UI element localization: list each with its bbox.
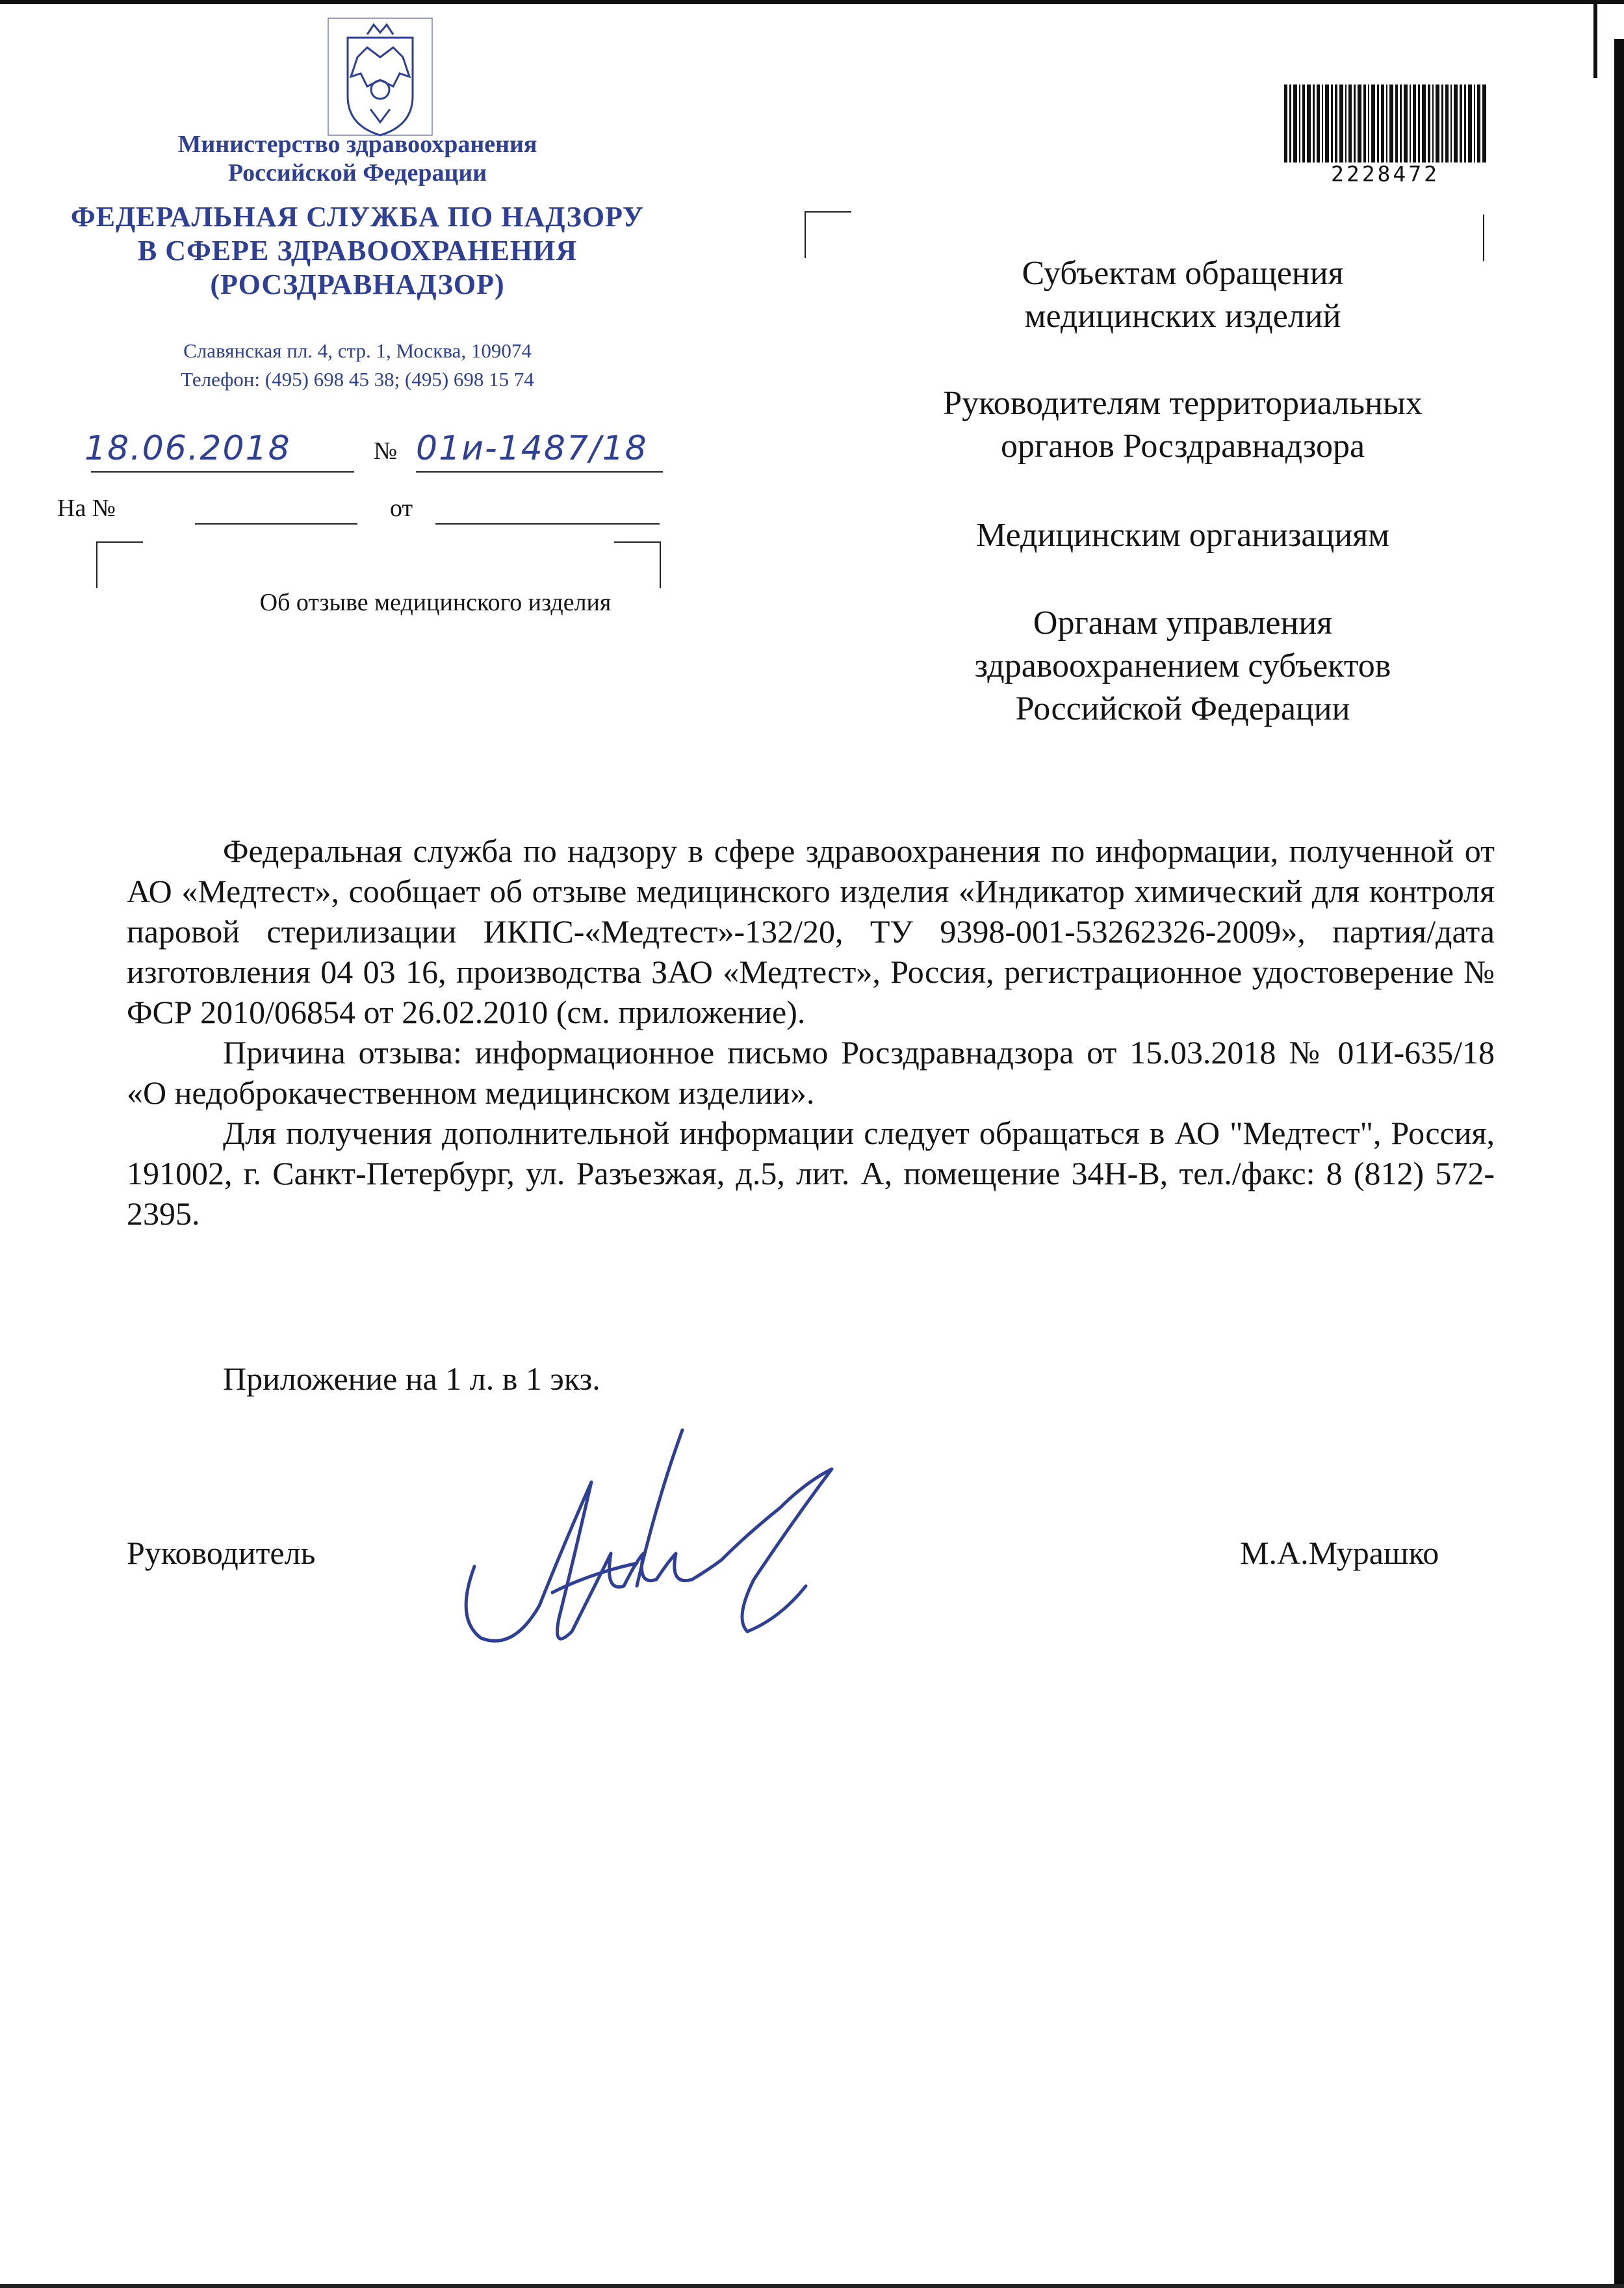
letter-body (127, 831, 1495, 1234)
recipient-4-line3: Российской Федерации (1015, 690, 1350, 727)
recipient-4-line2: здравоохранением субъектов (974, 647, 1391, 684)
reference-label: На № (57, 495, 116, 522)
outgoing-number-handwritten: 01и-1487/18 (416, 429, 648, 468)
recipient-1-line1: Субъектам обращения (1022, 255, 1344, 292)
subject-bracket-right (614, 541, 661, 588)
signatory-title: Руководитель (127, 1535, 316, 1571)
recipient-4-line1: Органам управления (1033, 604, 1333, 642)
service-name-line1: ФЕДЕРАЛЬНАЯ СЛУЖБА ПО НАДЗОРУ (70, 201, 645, 233)
scan-border-right-inner (1593, 0, 1597, 78)
reference-number-line (195, 523, 357, 525)
service-name-line3: (РОСЗДРАВНАДЗОР) (210, 268, 505, 300)
handwritten-signature (442, 1424, 858, 1703)
scan-border-right (1614, 39, 1624, 2288)
subject-bracket-left (96, 541, 143, 588)
number-underline (416, 471, 663, 473)
outgoing-date-handwritten: 18.06.2018 (84, 429, 291, 468)
scan-border-top (0, 0, 1624, 4)
date-underline (91, 471, 354, 473)
subject-line: Об отзыве медицинского изделия (259, 589, 612, 616)
recipient-2-line2: органов Росздравнадзора (1000, 428, 1365, 465)
ministry-name-line2: Российской Федерации (227, 159, 487, 187)
attachment-note: Приложение на 1 л. в 1 экз. (223, 1360, 600, 1397)
recipient-2-line1: Руководителям территориальных (943, 385, 1423, 422)
barcode (1283, 84, 1488, 162)
body-paragraph-1: Федеральная служба по надзору в сфере здравоохранения по информации, полученной от АО «Медтест», сообщает об отзыве медицинского изделия «Индикатор химический для контроля паровой стерилизации ИКПС-«Медтест»-132/20, ТУ 9398-001-53262326-2009», партия/дата изготовления 04 03 16, производства ЗАО «Медтест», Россия, регистрационное удостоверение № ФСР 2010/06854 от 26.02.2010 (см. приложение). (127, 833, 1495, 1030)
ministry-name-line1: Министерство здравоохранения (177, 131, 537, 158)
number-sign: № (374, 437, 398, 465)
body-paragraph-2: Причина отзыва: информационное письмо Росздравнадзора от 15.03.2018 № 01И-635/18 «О недоброкачественном медицинском изделии». (127, 1034, 1495, 1111)
service-name-line2: В СФЕРЕ ЗДРАВООХРАНЕНИЯ (137, 235, 578, 266)
reference-date-line (435, 523, 660, 525)
recipient-1-line2: медицинских изделий (1024, 298, 1341, 335)
phone-line: Телефон: (495) 698 45 38; (495) 698 15 74 (181, 368, 534, 391)
barcode-number: 2228472 (1330, 161, 1440, 187)
coat-of-arms-emblem-icon (322, 12, 439, 142)
address-line: Славянская пл. 4, стр. 1, Москва, 109074 (183, 339, 532, 362)
body-paragraph-3: Для получения дополнительной информации следует обращаться в АО "Медтест", Россия, 191002, г. Санкт-Петербург, ул. Разъезжая, д.5, лит. А, помещение 34Н-В, тел./факс: 8 (812) 572-2395. (127, 1115, 1495, 1232)
reference-from-label: от (390, 495, 413, 522)
recipient-bracket-left (805, 211, 851, 258)
recipient-3-line1: Медицинским организациям (976, 517, 1389, 554)
scan-border-bottom (0, 2284, 1624, 2288)
signatory-name: М.А.Мурашко (1240, 1535, 1439, 1571)
